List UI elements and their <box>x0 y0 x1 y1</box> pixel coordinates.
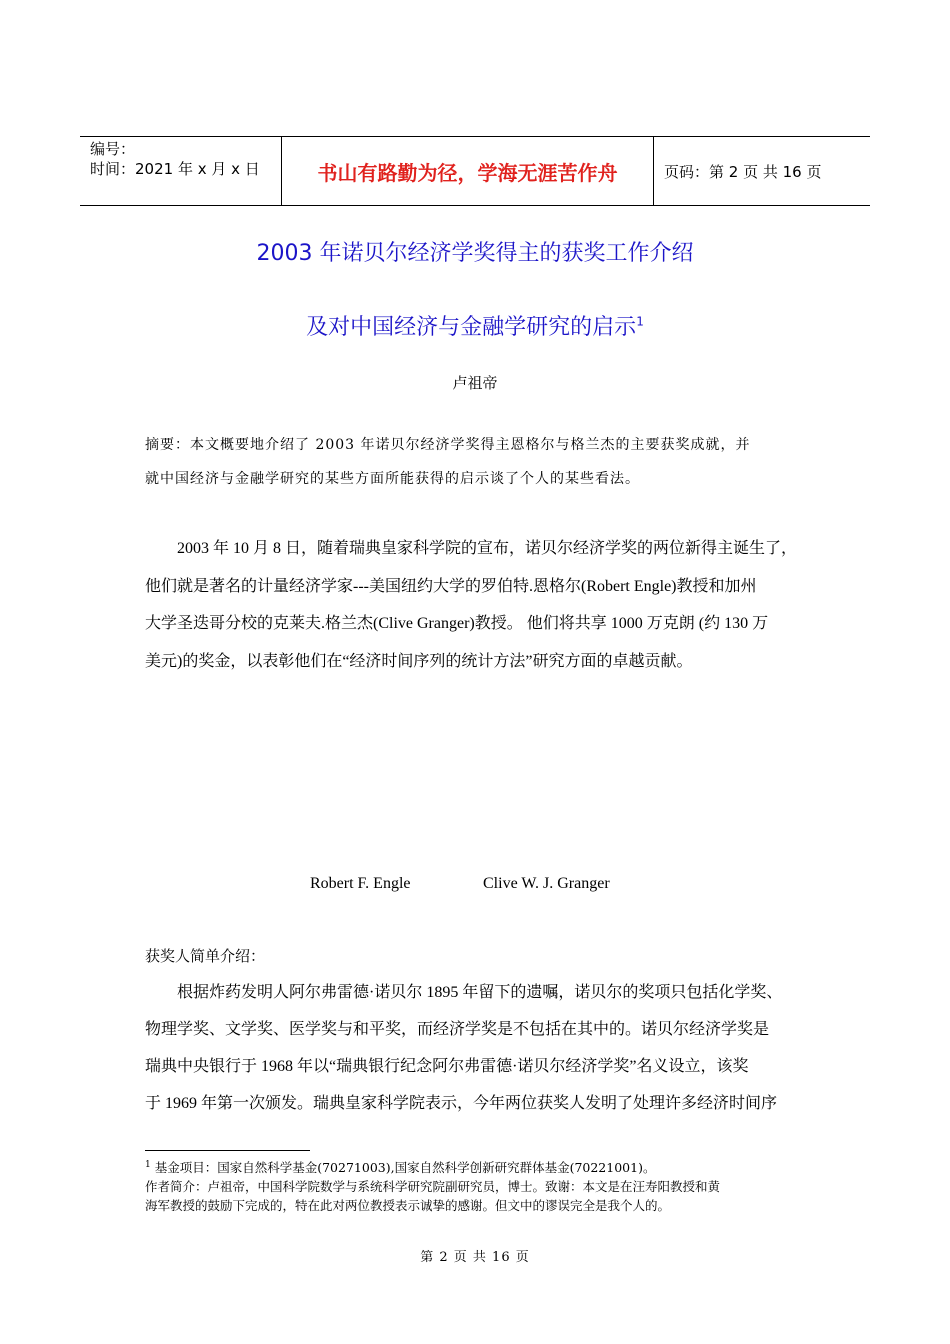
paragraph-line: 美元)的奖金，以表彰他们在“经济时间序列的统计方法”研究方面的卓越贡献。 <box>145 652 693 670</box>
doc-time-label: 时间：2021 年 x 月 x 日 <box>90 160 260 178</box>
header-page-info: 页码：第 2 页 共 16 页 <box>664 162 822 181</box>
laureate-name-engle: Robert F. Engle <box>310 875 411 892</box>
title-line-1: 2003 年诺贝尔经济学奖得主的获奖工作介绍 <box>256 241 694 266</box>
abstract-line: 就中国经济与金融学研究的某些方面所能获得的启示谈了个人的某些看法。 <box>145 471 640 487</box>
header-table <box>80 136 870 206</box>
footnote-mark: 1 <box>145 1160 151 1170</box>
paragraph-line: 大学圣迭哥分校的克莱夫.格兰杰(Clive Granger)教授。 他们将共享 1000 万克朗 (约 130 万 <box>145 615 769 632</box>
author-name: 卢祖帝 <box>452 374 498 392</box>
paragraph-line: 于 1969 年第一次颁发。瑞典皇家科学院表示，今年两位获奖人发明了处理许多经济时间序 <box>145 1095 778 1112</box>
abstract <box>145 428 813 496</box>
paragraph-nobel-history <box>145 974 813 1122</box>
intro-heading: 获奖人简单介绍： <box>145 947 266 965</box>
title-line-2 <box>0 310 950 341</box>
laureate-name-granger: Clive W. J. Granger <box>483 875 610 892</box>
page-footer: 第 2 页 共 16 页 <box>420 1250 530 1265</box>
paragraph-announcement <box>145 530 813 680</box>
doc-number-label: 编号： <box>90 140 136 158</box>
footnote-author-bio: 作者简介：卢祖帝，中国科学院数学与系统科学研究院副研究员，博士。致谢：本文是在汪寿阳教授和黄 <box>145 1179 721 1195</box>
paragraph-line: 2003 年 10 月 8 日，随着瑞典皇家科学院的宣布，诺贝尔经济学奖的两位新得主诞生了， <box>145 540 798 557</box>
paragraph-line: 瑞典中央银行于 1968 年以“瑞典银行纪念阿尔弗雷德·诺贝尔经济学奖”名义设立，该奖 <box>145 1058 749 1075</box>
header-motto: 书山有路勤为径，学海无涯苦作舟 <box>282 137 654 205</box>
paragraph-line: 物理学奖、文学奖、医学奖与和平奖，而经济学奖是不包括在其中的。诺贝尔经济学奖是 <box>145 1021 770 1038</box>
header-meta-cell <box>80 137 282 205</box>
footnote <box>145 1156 813 1215</box>
paragraph-line: 他们就是著名的计量经济学家---美国纽约大学的罗伯特.恩格尔(Robert Engle)教授和加州 <box>145 577 757 595</box>
footnote-acknowledgement: 海军教授的鼓励下完成的，特在此对两位教授表示诚挚的感谢。但文中的谬误完全是我个人的。 <box>145 1198 671 1214</box>
footnote-divider <box>145 1150 310 1151</box>
footnote-funding: 基金项目：国家自然科学基金(70271003),国家自然科学创新研究群体基金(70221001)。 <box>154 1160 656 1176</box>
title-footnote-mark: 1 <box>636 314 644 329</box>
footnote-line-1 <box>145 1156 813 1177</box>
paragraph-line: 根据炸药发明人阿尔弗雷德·诺贝尔 1895 年留下的遗嘱，诺贝尔的奖项只包括化学奖、 <box>145 984 783 1001</box>
abstract-line: 摘要：本文概要地介绍了 2003 年诺贝尔经济学奖得主恩格尔与格兰杰的主要获奖成就，并 <box>145 437 751 453</box>
title-line-2-text: 及对中国经济与金融学研究的启示 <box>306 315 637 340</box>
